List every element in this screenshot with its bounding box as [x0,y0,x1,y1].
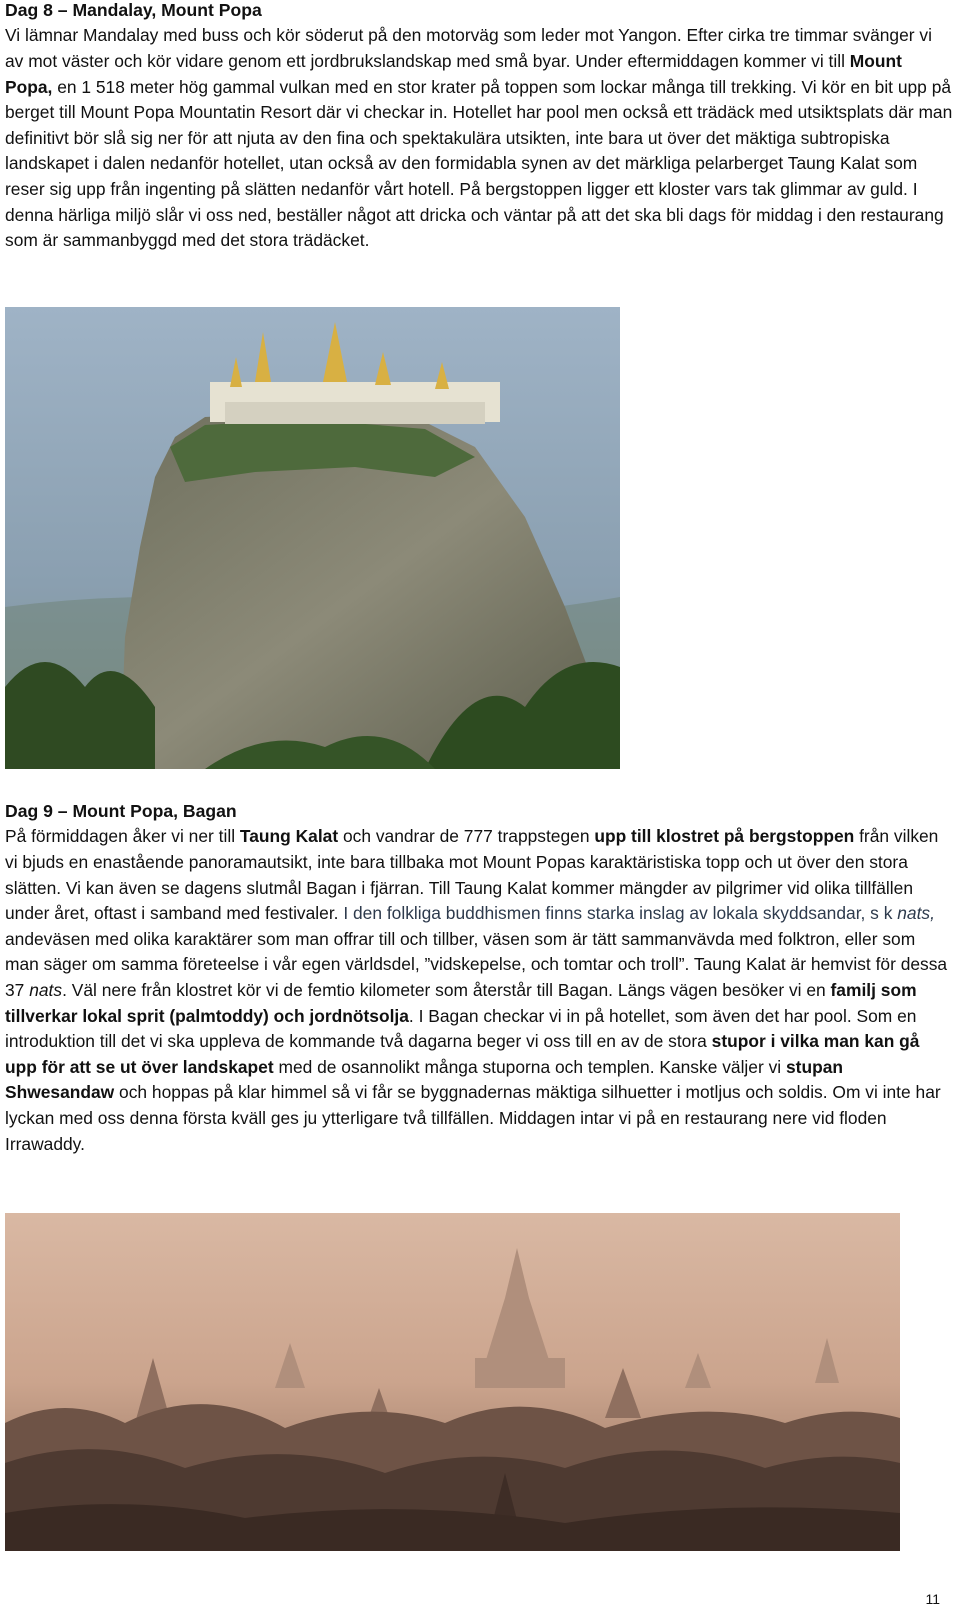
day-9-bold-family: familj som tillverkar lokal sprit (palmtoddy) och jordnötsolja [5,979,917,1026]
day-9-text-6: . I Bagan checkar vi in på hotellet, som även det har pool. Som en introduktion till det vi ska uppleva de kommande två dagarna beger vi oss till en av de stora [5,1005,917,1052]
day-9-paragraph [5,824,953,1157]
day-9-text-4: andeväsen med olika karaktärer som man offrar till och tillber, väsen som är tätt sammanvävda med folktron, eller som man säger om samma företeelse i vår egen världsdel, ”vidskepelse, och tomtar och troll”. Taung Kalat är hemvist för dessa 37 [5,928,948,1000]
day-8-section [5,0,953,254]
day-9-bold-shwesandaw: stupan Shwesandaw [5,1056,844,1103]
day-9-italic-nats-1: nats, [897,903,935,924]
page-number: 11 [925,1591,940,1607]
day-9-text-2: och vandrar de 777 trappstegen [338,826,595,847]
day-9-bold-monastery: upp till klostret på bergstoppen [594,826,855,847]
day-9-italic-nats-2: nats [29,979,63,1000]
day-9-heading: Dag 9 – Mount Popa, Bagan [5,801,237,821]
day-8-paragraph [5,23,953,253]
day-8-text-1: Vi lämnar Mandalay med buss och kör söderut på den motorväg som leder mot Yangon. Efter cirka tre timmar svänger vi av mot väster och kör vidare genom ett jordbrukslandskap med små byar. Under eftermiddagen kommer vi till [5,25,932,71]
bagan-temples-photo [5,1213,900,1551]
day-8-bold-mount-popa: Mount Popa, [5,51,902,97]
day-9-section [5,799,953,1157]
mount-popa-photo [5,307,620,769]
day-8-heading: Dag 8 – Mandalay, Mount Popa [5,0,262,20]
day-8-text-2: en 1 518 meter hög gammal vulkan med en stor krater på toppen som lockar många till trekking. Vi kör en bit upp på berget till Mount Popa Mountatin Resort där vi checkar in. Hotellet har pool men också ett trädäck med utsiktsplats där man definitivt bör slå sig ner för att njuta av den fina och spektakulära utsikten, inte bara ut över det mäktiga subtropiska landskapet i dalen nedanför hotellet, utan också av den formidabla synen av det märkliga pelarberget Taung Kalat som reser sig upp från ingenting på slätten nedanför vårt hotell. På bergstoppen ligger ett kloster vars tak glimmar av guld. I denna härliga miljö slår vi oss ned, beställer något att dricka och väntar på att det ska bli dags för middag i den restaurang som är sammanbyggd med det stora trädäcket. [5,76,953,251]
day-9-text-5: . Väl nere från klostret kör vi de femtio kilometer som återstår till Bagan. Längs vägen besöker vi en [62,979,831,1000]
day-9-text-8: och hoppas på klar himmel så vi får se byggnadernas mäktiga silhuetter i motljus och soldis. Om vi inte har lyckan med oss denna första kväll ges ju ytterligare två tillfällen. Middagen intar vi på en restaurang nere vid floden Irrawaddy. [5,1082,941,1154]
day-9-bold-stupas: stupor i vilka man kan gå upp för att se ut över landskapet [5,1031,920,1077]
day-9-text-7: med de osannolikt många stuporna och templen. Kanske väljer vi [273,1056,786,1077]
day-9-text-1: På förmiddagen åker vi ner till [5,826,240,847]
day-9-bold-taung-kalat: Taung Kalat [239,826,339,847]
day-9-text-3: från vilken vi bjuds en enastående panoramautsikt, inte bara tillbaka mot Mount Popas karaktäristiska topp och ut över den stora slätten. Vi kan även se dagens slutmål Bagan i fjärran. Till Taung Kalat kommer mängder av pilgrimer vid olika tillfällen under året, oftast i samband med festivaler. [5,826,939,924]
day-9-muted-text: I den folkliga buddhismen finns starka inslag av lokala skyddsandar, s k [343,903,898,924]
